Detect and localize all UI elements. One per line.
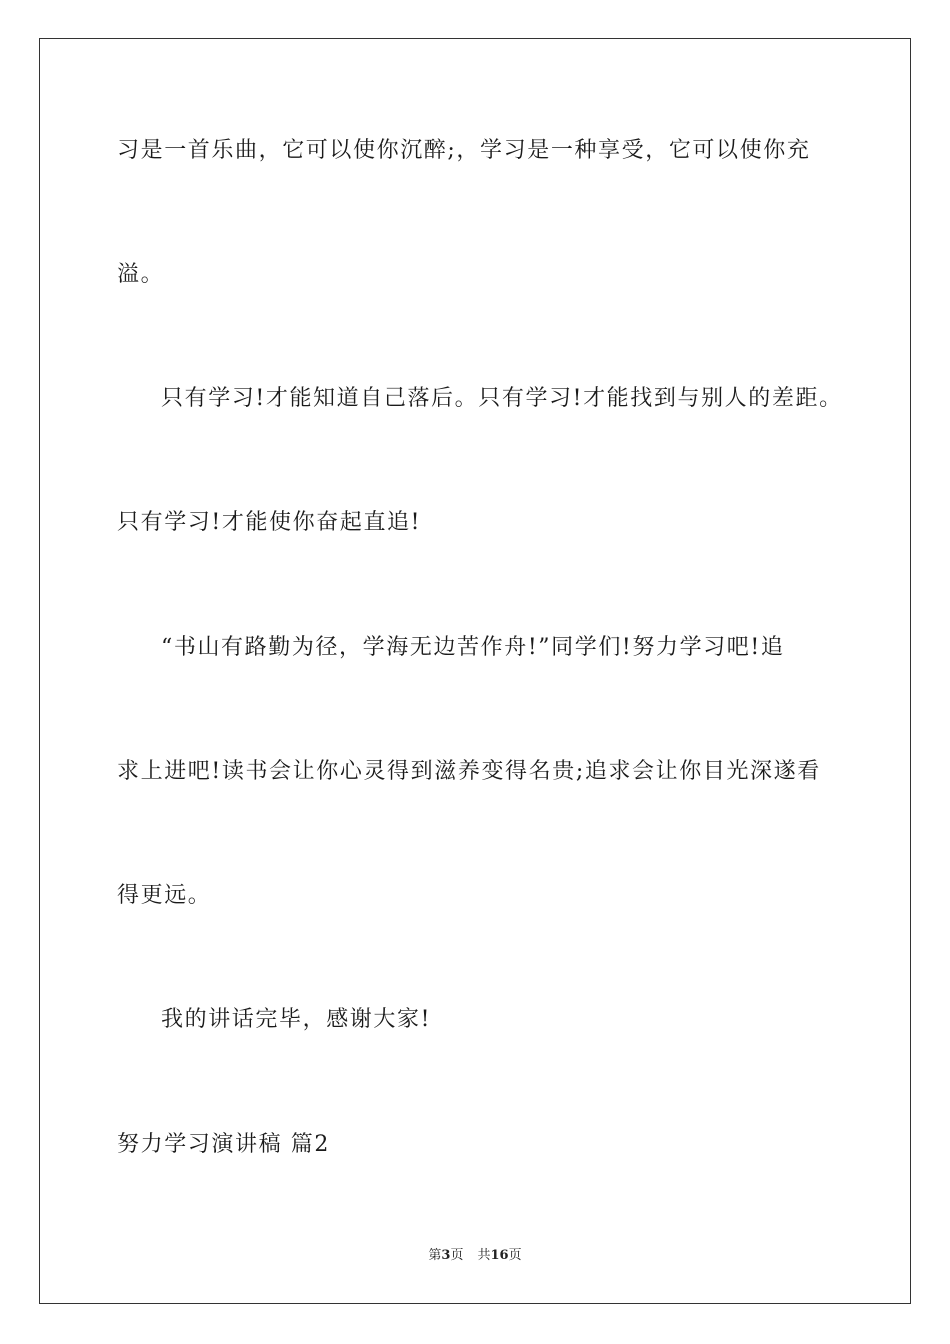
- page-border: [39, 38, 911, 1304]
- page-prefix: 第: [428, 1248, 442, 1263]
- page-number: 3: [441, 1248, 451, 1263]
- total-prefix: 共: [477, 1248, 491, 1263]
- paragraph-line-5: “书山有路勤为径，学海无边苦作舟!”同学们!努力学习吧!追: [161, 635, 785, 660]
- paragraph-line-6: 求上进吧!读书会让你心灵得到滋养变得名贵;追求会让你目光深遂看: [117, 759, 821, 784]
- paragraph-line-2: 溢。: [117, 262, 165, 287]
- paragraph-line-7: 得更远。: [117, 883, 212, 908]
- total-pages: 16: [490, 1248, 509, 1263]
- total-suffix: 页: [508, 1248, 522, 1263]
- page-suffix: 页: [450, 1248, 464, 1263]
- closing-line: 我的讲话完毕，感谢大家!: [161, 1007, 432, 1032]
- paragraph-line-4: 只有学习!才能使你奋起直追!: [117, 510, 422, 535]
- paragraph-line-3: 只有学习!才能知道自己落后。只有学习!才能找到与别人的差距。: [161, 386, 843, 411]
- paragraph-line-1: 习是一首乐曲，它可以使你沉醉;，学习是一种享受，它可以使你充: [117, 138, 811, 163]
- page-footer: [0, 1247, 950, 1265]
- section-heading: 努力学习演讲稿 篇2: [117, 1132, 330, 1157]
